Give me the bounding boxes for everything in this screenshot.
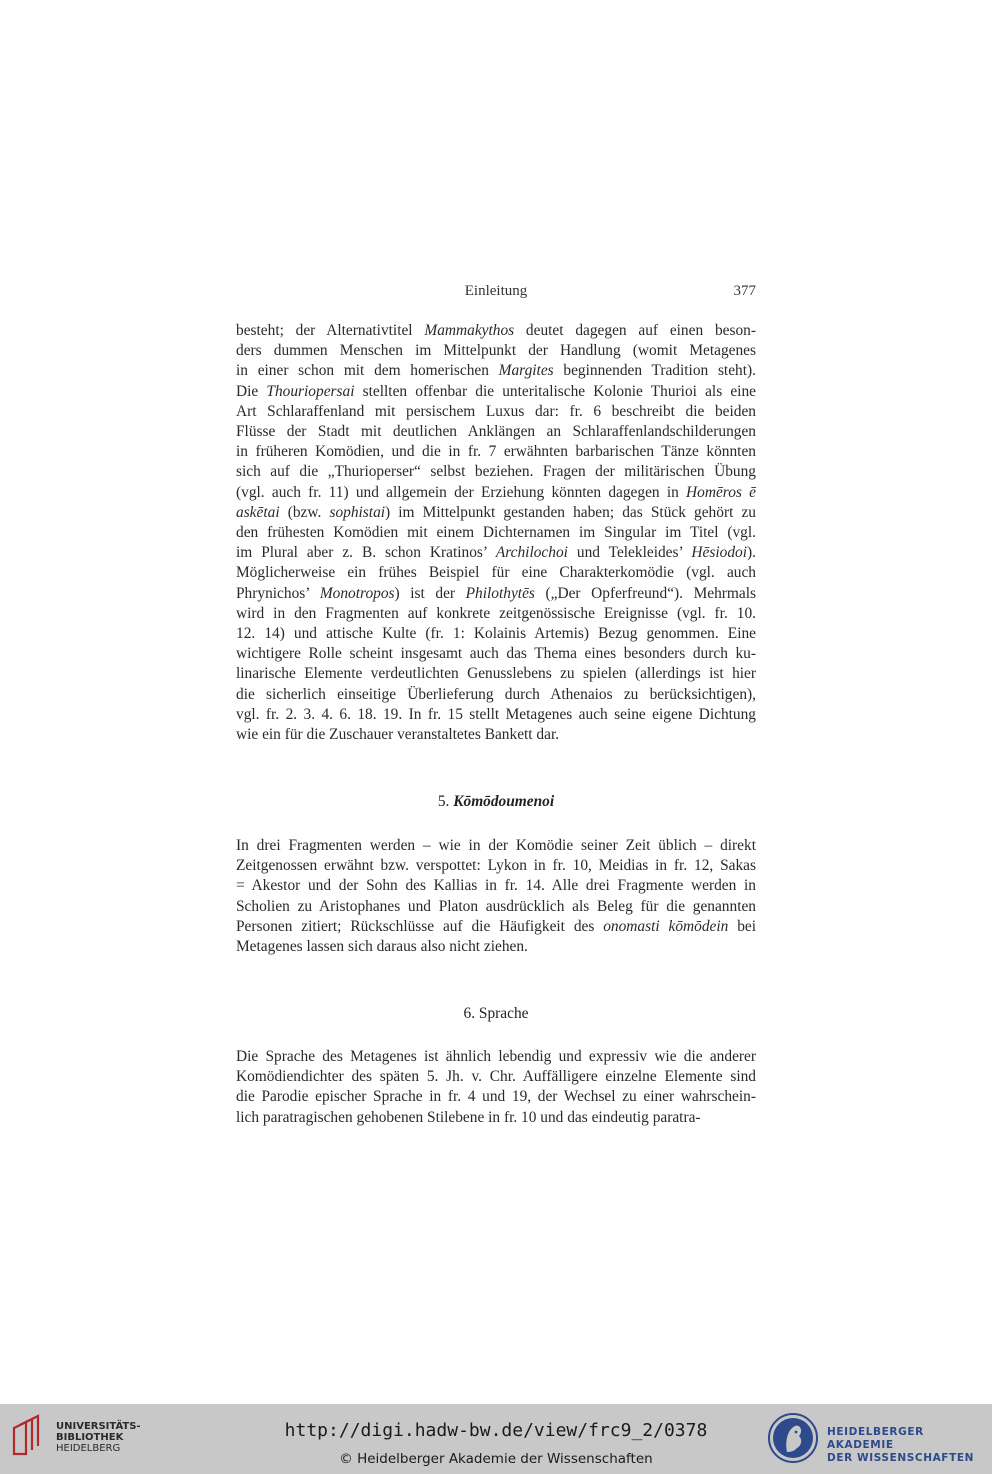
text-line: in einer schon mit dem homerischen Margites beginnenden Tradition steht). bbox=[236, 362, 756, 380]
text-line: im Plural aber z. B. schon Kratinos’ Archilochoi und Telekleides’ Hēsiodoi). bbox=[236, 544, 756, 562]
italic-term: Hēsiodoi bbox=[691, 544, 747, 562]
text-line: linarische Elemente verdeutlichten Genusslebens zu spielen (allerdings ist hier bbox=[236, 665, 756, 683]
text-line: Die Thouriopersai stellten offenbar die unteritalische Kolonie Thurioi als eine bbox=[236, 382, 756, 400]
italic-term: Mammakythos bbox=[424, 322, 515, 339]
italic-term: askētai bbox=[236, 503, 280, 521]
paragraph-1 bbox=[236, 321, 756, 745]
text-line: sich auf die „Thurioperser“ selbst beziehen. Fragen der militärischen Übung bbox=[236, 463, 756, 481]
section-5-heading bbox=[236, 793, 756, 811]
text-line: 12. 14) und attische Kulte (fr. 1: Kolainis Artemis) Bezug genommen. Eine bbox=[236, 625, 756, 643]
text-line: die sicherlich einseitige Überlieferung durch Athenaios zu berücksichtigen), bbox=[236, 685, 756, 703]
text-line: askētai (bzw. sophistai) im Mittelpunkt gestanden haben; das Stück gehört zu bbox=[236, 503, 756, 521]
copyright-notice: © Heidelberger Akademie der Wissenschaften bbox=[339, 1451, 653, 1467]
italic-term: Philothytēs bbox=[465, 584, 535, 602]
text-line: wie ein für die Zuschauer veranstaltetes Bankett dar. bbox=[236, 726, 560, 744]
section-5-title: Kōmōdoumenoi bbox=[453, 793, 555, 810]
text-line: Die Sprache des Metagenes ist ähnlich lebendig und expressiv wie die anderer bbox=[236, 1048, 756, 1065]
permalink-url[interactable]: http://digi.hadw-bw.de/view/frc9_2/0378 bbox=[284, 1420, 708, 1441]
text-line: wichtigere Rolle scheint insgesamt auch das Thema eines besonders durch ku- bbox=[236, 645, 756, 663]
section-6-title: 6. Sprache bbox=[463, 1005, 529, 1022]
academy-seal-icon bbox=[767, 1412, 819, 1464]
text-line: wird in den Fragmenten auf konkrete zeitgenössische Ereignisse (vgl. fr. 10. bbox=[236, 604, 756, 622]
text-line: Flüsse der Stadt mit deutlichen Anklängen an Schlaraffenlandschilderungen bbox=[236, 423, 756, 441]
footer-bar bbox=[0, 1404, 992, 1474]
text-line: Personen zitiert; Rückschlüsse auf die Häufigkeit des onomasti kōmōdein bei bbox=[236, 917, 757, 935]
text-line: Scholien zu Aristophanes und Platon ausdrücklich als Beleg für die genannten bbox=[236, 897, 756, 915]
text-line: = Akestor und der Sohn des Kallias in fr. 14. Alle drei Fragmente werden in bbox=[236, 877, 756, 895]
hadw-line-1: HEIDELBERGER AKADEMIE bbox=[827, 1426, 924, 1451]
text-line: lich paratragischen gehobenen Stilebene in fr. 10 und das eindeutig paratra- bbox=[236, 1108, 701, 1126]
running-header bbox=[236, 283, 756, 303]
section-6-heading bbox=[236, 1005, 756, 1023]
text-line: den frühesten Komödien mit einem Dichternamen im Singular im Titel (vgl. bbox=[236, 524, 756, 542]
text-line: Möglicherweise ein frühes Beispiel für eine Charakterkomödie (vgl. auch bbox=[236, 564, 756, 582]
text-line: in früheren Komödien, und die in fr. 7 erwähnten barbarischen Tänze könnten bbox=[236, 443, 756, 461]
text-line: Metagenes lassen sich daraus also nicht ziehen. bbox=[236, 938, 528, 956]
text-line: besteht; der Alternativtitel Mammakythos deutet dagegen auf einen beson- bbox=[236, 322, 756, 339]
hadw-line-2: DER WISSENSCHAFTEN bbox=[827, 1452, 975, 1464]
running-title: Einleitung bbox=[464, 283, 528, 299]
italic-term: Thouriopersai bbox=[266, 382, 355, 400]
text-line: ders dummen Menschen im Mittelpunkt der Handlung (womit Metagenes bbox=[236, 342, 756, 360]
academy-name bbox=[827, 1426, 992, 1465]
page-number: 377 bbox=[733, 283, 756, 299]
paragraph-section-6 bbox=[236, 1047, 756, 1128]
section-5-number: 5. bbox=[437, 793, 450, 810]
text-line: In drei Fragmenten werden – wie in der Komödie seiner Zeit üblich – direkt bbox=[236, 837, 756, 854]
text-line: Zeitgenossen erwähnt bzw. verspottet: Lykon in fr. 10, Meidias in fr. 12, Sakas bbox=[236, 857, 756, 875]
italic-term: onomasti kōmōdein bbox=[603, 917, 729, 935]
italic-term: Monotropos bbox=[319, 584, 395, 602]
italic-term: Archilochoi bbox=[495, 544, 568, 562]
text-line: Phrynichos’ Monotropos) ist der Philothytēs („Der Opferfreund“). Mehrmals bbox=[236, 584, 756, 602]
italic-term: sophistai bbox=[329, 503, 386, 521]
italic-term: Margites bbox=[498, 362, 554, 380]
text-line: vgl. fr. 2. 3. 4. 6. 18. 19. In fr. 15 stellt Metagenes auch seine eigene Dichtung bbox=[236, 705, 756, 723]
ub-line-1: UNIVERSITÄTS- bbox=[56, 1421, 141, 1432]
text-line: Art Schlaraffenland mit persischem Luxus dar: fr. 6 beschreibt die beiden bbox=[236, 402, 756, 420]
italic-term: Homēros ē bbox=[686, 483, 756, 501]
text-line: (vgl. auch fr. 11) und allgemein der Erziehung könnten dagegen in Homēros ē bbox=[236, 483, 756, 501]
paragraph-section-5 bbox=[236, 836, 756, 957]
ub-line-2: BIBLIOTHEK bbox=[56, 1432, 124, 1443]
text-line: Komödiendichter des späten 5. Jh. v. Chr. Auffälligere einzelne Elemente sind bbox=[236, 1068, 756, 1086]
ub-line-3: HEIDELBERG bbox=[56, 1443, 121, 1454]
text-line: die Parodie epischer Sprache in fr. 4 und 19, der Wechsel zu einer wahrschein- bbox=[236, 1088, 756, 1106]
